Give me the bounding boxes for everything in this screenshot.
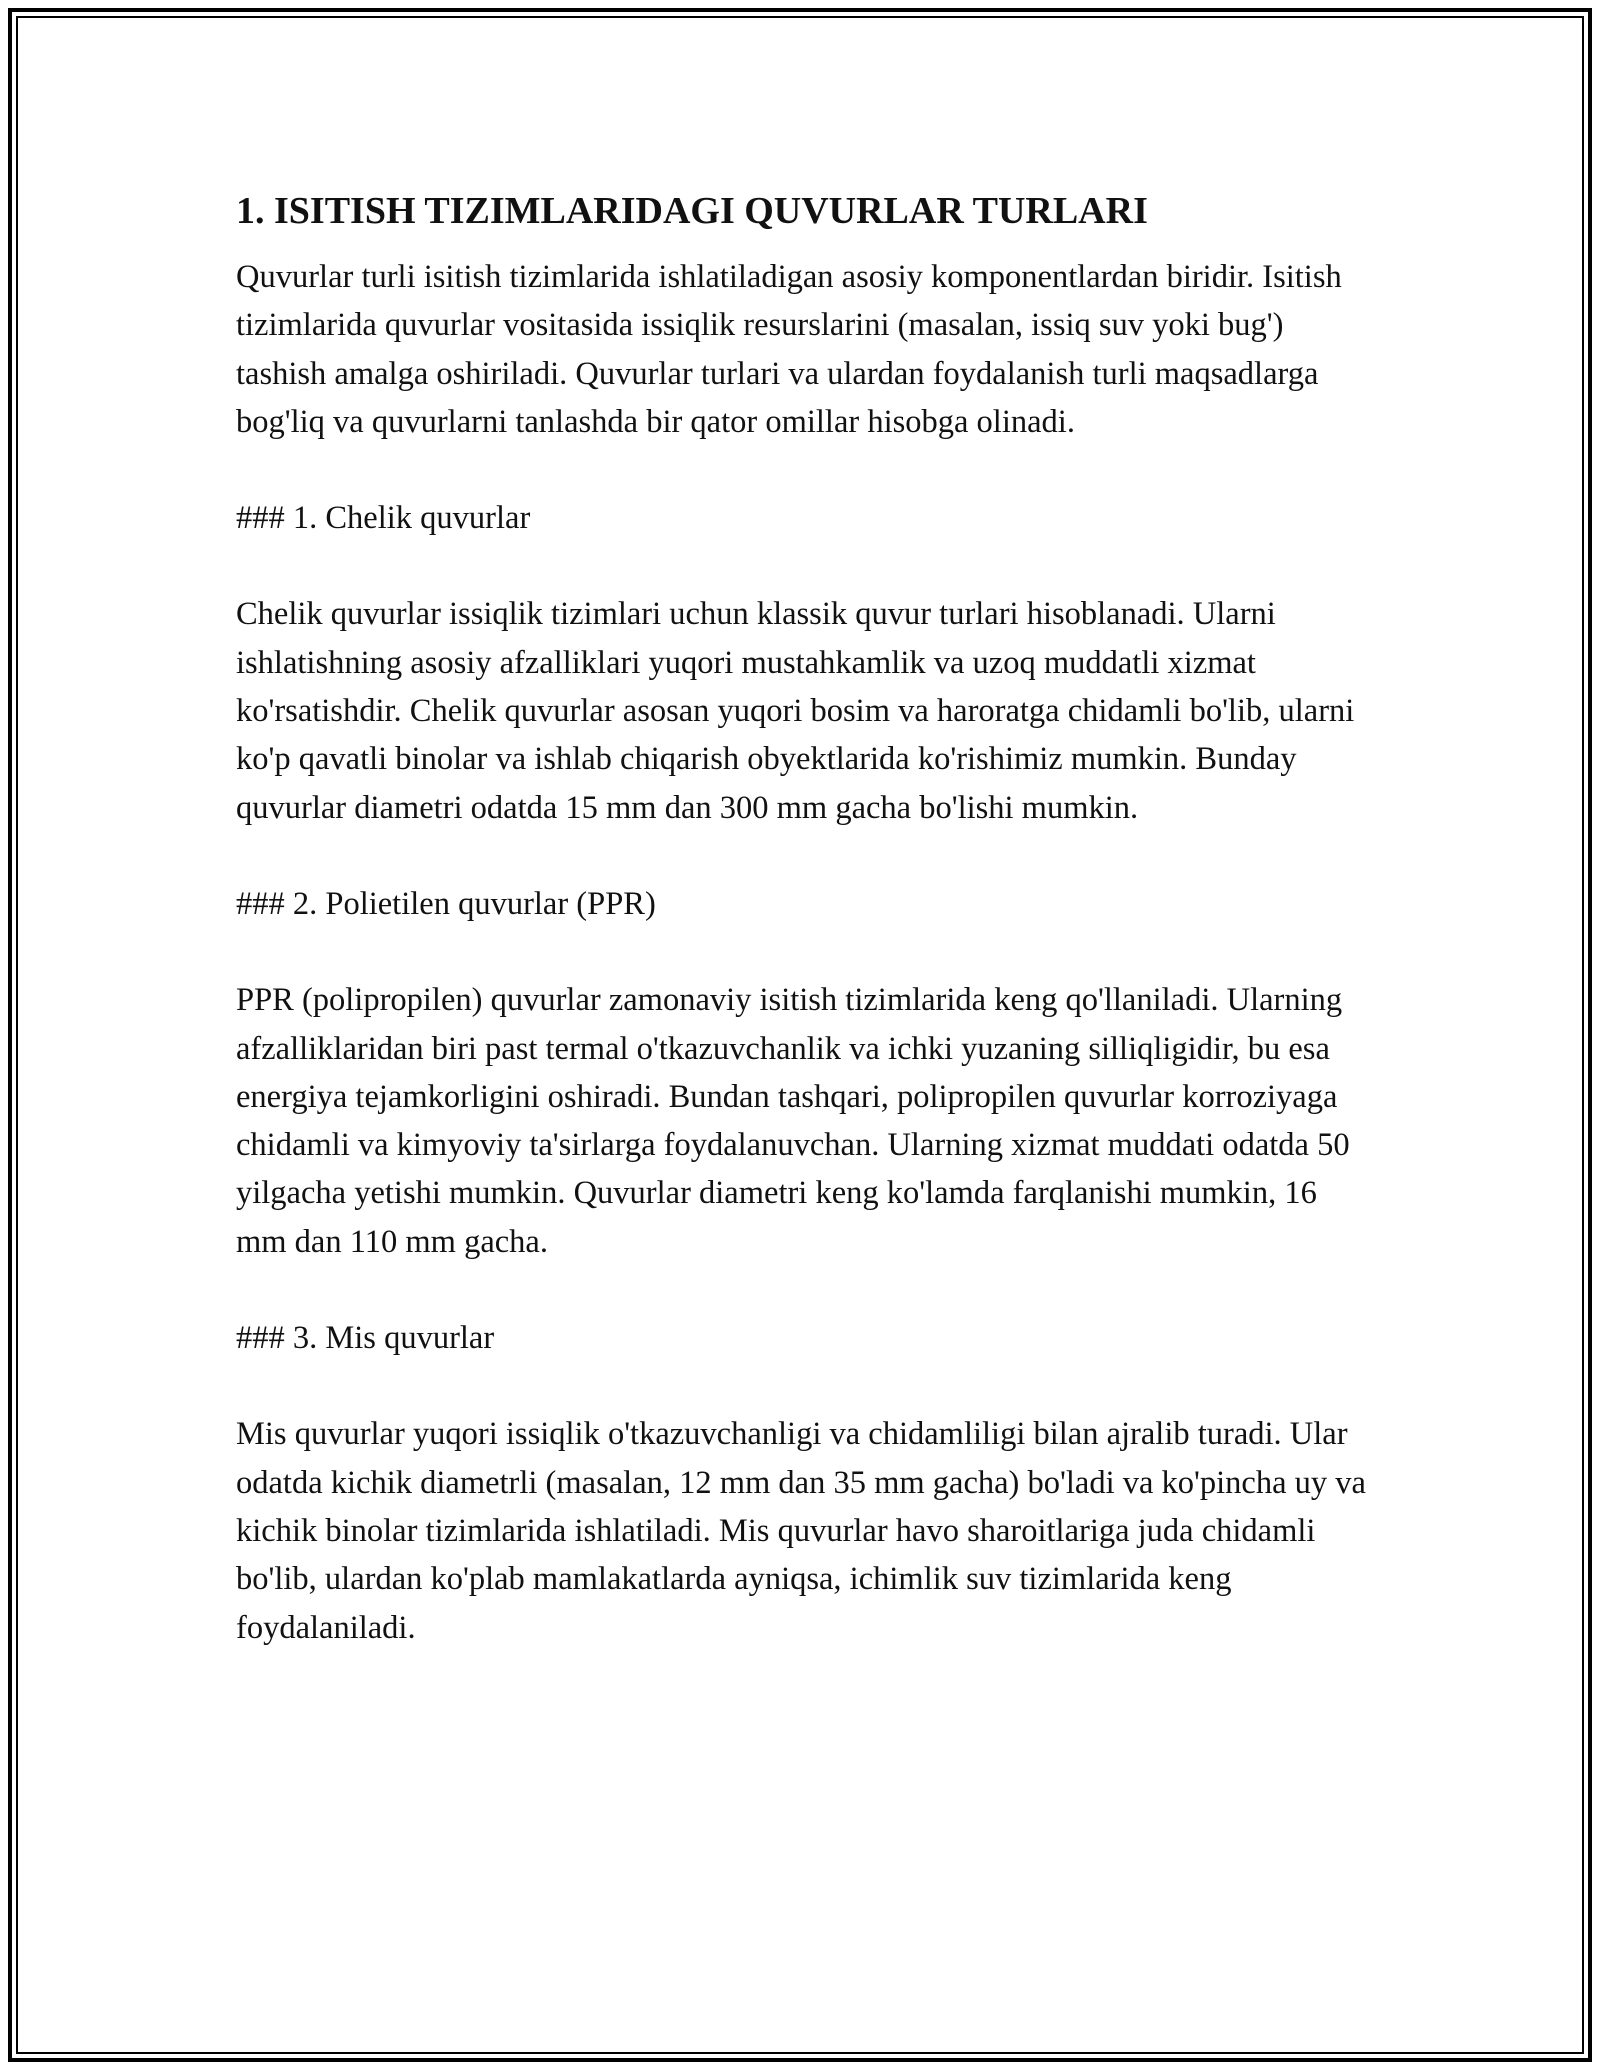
document-title: 1. ISITISH TIZIMLARIDAGI QUVURLAR TURLARI	[236, 190, 1148, 232]
section-body-ppr: PPR (polipropilen) quvurlar zamonaviy isitish tizimlarida keng qo'llaniladi. Ularning afzalliklaridan biri past termal o'tkazuvchanlik va ichki yuzaning silliqligidir, bu esa energiya tejamkorligini oshiradi. Bundan tashqari, polipropilen quvurlar korroziyaga chidamli va kimyoviy ta'sirlarga foydalanuvchan. Ularning xizmat muddati odatda 50 yilgacha yetishi mumkin. Quvurlar diametri keng ko'lamda farqlanishi mumkin, 16 mm dan 110 mm gacha.	[236, 982, 1350, 1260]
intro-paragraph: Quvurlar turli isitish tizimlarida ishlatiladigan asosiy komponentlardan biridir. Isitish tizimlarida quvurlar vositasida issiqlik resurslarini (masalan, issiq suv yoki bug') tashish amalga oshiriladi. Quvurlar turlari va ulardan foydalanish turli maqsadlarga bog'liq va quvurlarni tanlashda bir qator omillar hisobga olinadi.	[236, 259, 1342, 440]
document-body	[236, 186, 1366, 1652]
section-body-chelik: Chelik quvurlar issiqlik tizimlari uchun klassik quvur turlari hisoblanadi. Ularni ishlatishning asosiy afzalliklari yuqori mustahkamlik va uzoq muddatli xizmat ko'rsatishdir. Chelik quvurlar asosan yuqori bosim va haroratga chidamli bo'lib, ularni ko'p qavatli binolar va ishlab chiqarish obyektlarida ko'rishimiz mumkin. Bunday quvurlar diametri odatda 15 mm dan 300 mm gacha bo'lishi mumkin.	[236, 596, 1355, 826]
section-body-mis: Mis quvurlar yuqori issiqlik o'tkazuvchanligi va chidamliligi bilan ajralib turadi. Ular odatda kichik diametrli (masalan, 12 mm dan 35 mm gacha) bo'ladi va ko'pincha uy va kichik binolar tizimlarida ishlatiladi. Mis quvurlar havo sharoitlariga juda chidamli bo'lib, ulardan ko'plab mamlakatlarda ayniqsa, ichimlik suv tizimlarida keng foydalaniladi.	[236, 1416, 1366, 1646]
section-heading-mis: ### 3. Mis quvurlar	[236, 1320, 495, 1357]
section-heading-ppr: ### 2. Polietilen quvurlar (PPR)	[236, 885, 656, 922]
section-heading-chelik: ### 1. Chelik quvurlar	[236, 500, 531, 537]
